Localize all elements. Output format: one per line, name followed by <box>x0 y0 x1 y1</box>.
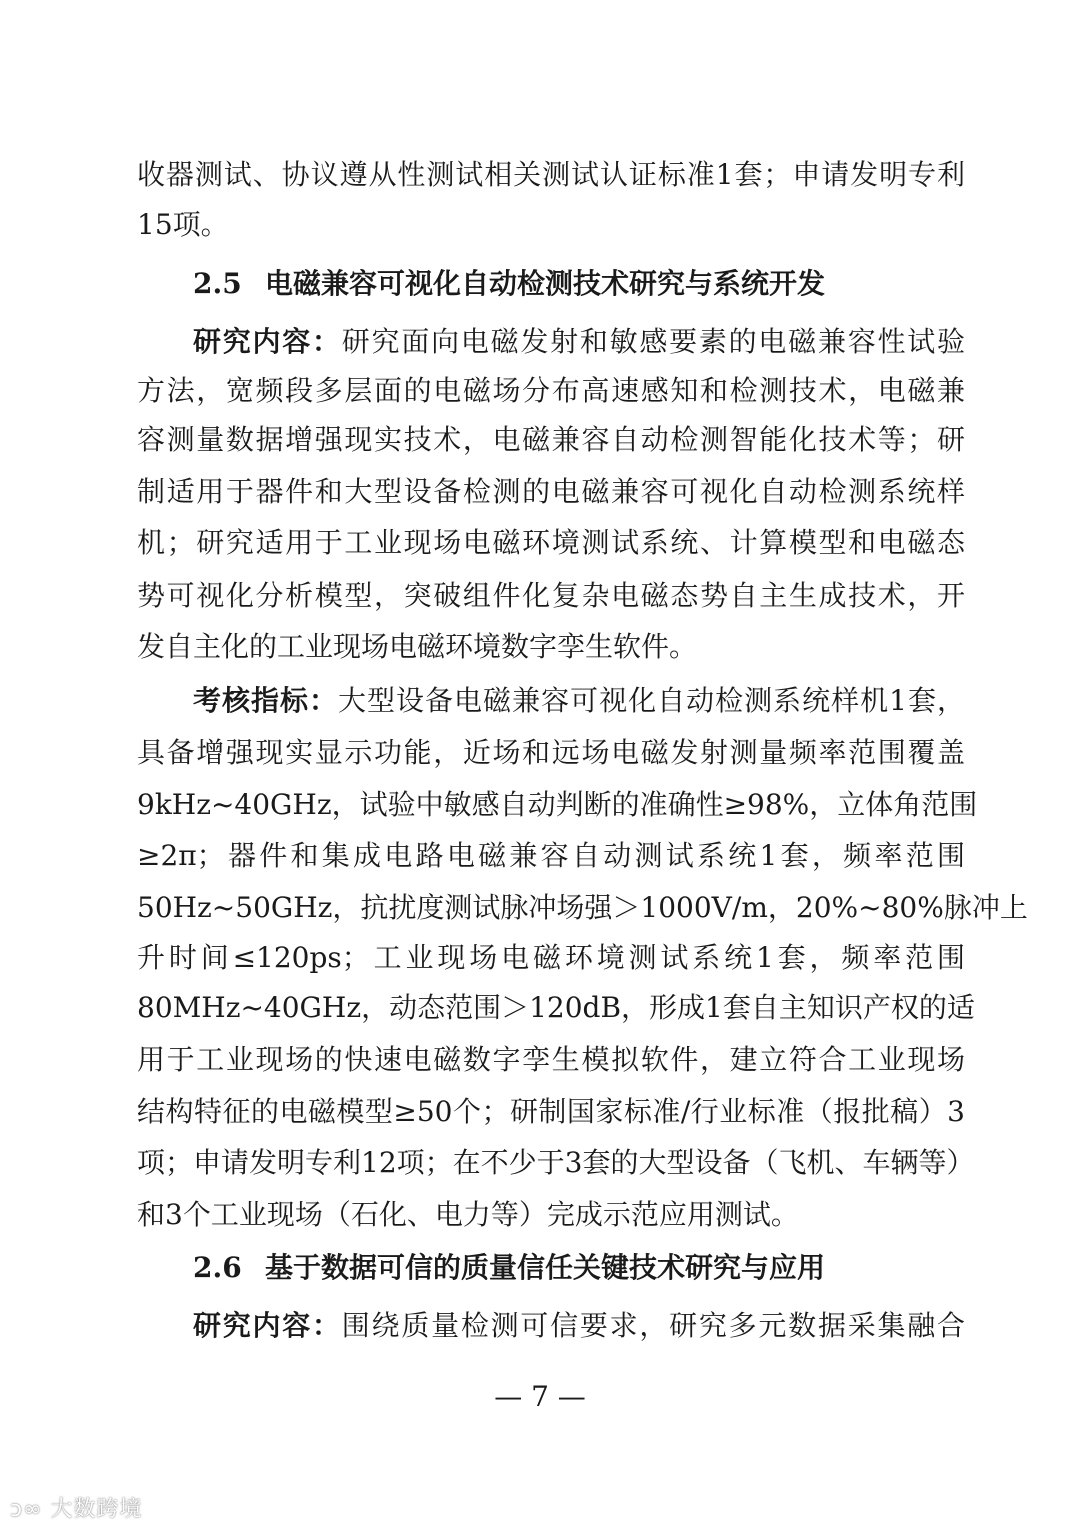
text-line: 用于工业现场的快速电磁数字孪生模拟软件，建立符合工业现场 <box>137 1043 965 1076</box>
section-heading-2-6 <box>193 1248 825 1288</box>
text-line: 容测量数据增强现实技术，电磁兼容自动检测智能化技术等；研 <box>137 423 965 456</box>
text-line: 升时间≤120ps；工业现场电磁环境测试系统1套，频率范围 <box>137 941 965 974</box>
text-span: 围绕质量检测可信要求，研究多元数据采集融合 <box>341 1309 965 1342</box>
text-line <box>193 681 965 721</box>
text-line <box>193 322 965 362</box>
section-number: 2.5 <box>193 267 242 300</box>
text-line: 势可视化分析模型，突破组件化复杂电磁态势自主生成技术，开 <box>137 579 965 612</box>
text-span: 研究面向电磁发射和敏感要素的电磁兼容性试验 <box>341 325 965 358</box>
research-label: 研究内容： <box>193 325 342 358</box>
text-line: 50Hz~50GHz，抗扰度测试脉冲场强＞1000V/m，20%~80%脉冲上 <box>137 891 1028 924</box>
text-line: 9kHz~40GHz，试验中敏感自动判断的准确性≥98%，立体角范围 <box>137 788 978 821</box>
section-heading-2-5 <box>193 264 825 304</box>
text-line: 80MHz~40GHz，动态范围＞120dB，形成1套自主知识产权的适 <box>137 991 975 1024</box>
text-line: 项；申请发明专利12项；在不少于3套的大型设备（飞机、车辆等） <box>137 1146 975 1179</box>
text-line: 收器测试、协议遵从性测试相关测试认证标准1套；申请发明专利 <box>137 158 965 191</box>
section-title: 基于数据可信的质量信任关键技术研究与应用 <box>265 1251 826 1284</box>
section-title: 电磁兼容可视化自动检测技术研究与系统开发 <box>265 267 826 300</box>
text-line: 方法，宽频段多层面的电磁场分布高速感知和检测技术，电磁兼 <box>137 374 965 407</box>
watermark-text: 大数跨境 <box>50 1497 143 1522</box>
text-line: 制适用于器件和大型设备检测的电磁兼容可视化自动检测系统样 <box>137 475 965 508</box>
text-line: 发自主化的工业现场电磁环境数字孪生软件。 <box>137 630 698 663</box>
research-label: 研究内容： <box>193 1309 342 1342</box>
assessment-label: 考核指标： <box>193 684 339 717</box>
text-line: 结构特征的电磁模型≥50个；研制国家标准/行业标准（报批稿）3 <box>137 1095 965 1128</box>
text-line: 机；研究适用于工业现场电磁环境测试系统、计算模型和电磁态 <box>137 526 965 559</box>
section-number: 2.6 <box>193 1251 242 1284</box>
text-line: 具备增强现实显示功能，近场和远场电磁发射测量频率范围覆盖 <box>137 736 965 769</box>
text-line: ≥2π；器件和集成电路电磁兼容自动测试系统1套，频率范围 <box>137 839 965 872</box>
page-number: — 7 — <box>494 1380 586 1413</box>
text-span: 大型设备电磁兼容可视化自动检测系统样机1套， <box>338 684 965 717</box>
text-line: 15项。 <box>137 208 229 241</box>
watermark-icon: ↄ∞ <box>10 1497 51 1522</box>
text-line <box>193 1306 965 1346</box>
watermark-logo <box>10 1492 142 1523</box>
text-line: 和3个工业现场（石化、电力等）完成示范应用测试。 <box>137 1198 799 1231</box>
